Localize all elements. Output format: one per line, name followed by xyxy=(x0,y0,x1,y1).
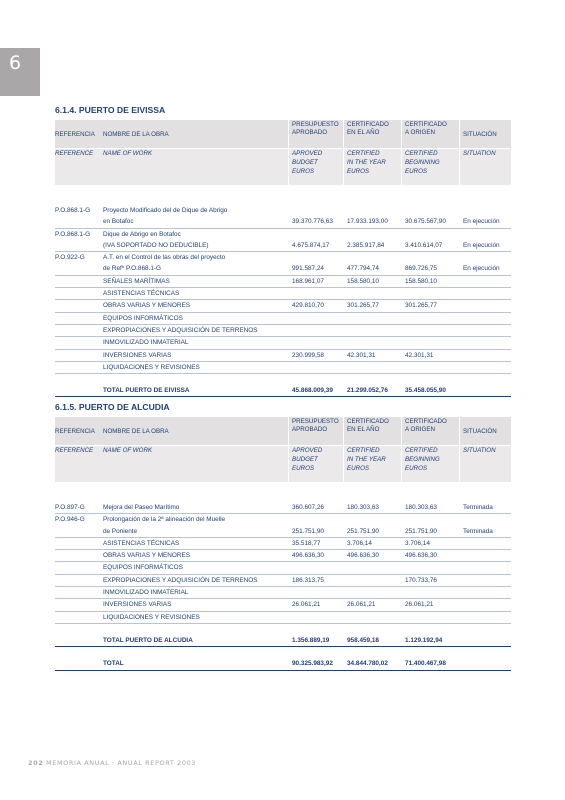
header-situation-en: SITUATION xyxy=(463,150,496,157)
table-row xyxy=(55,325,511,337)
cell-name-of-work: Mejora del Paseo Marítimo xyxy=(103,504,180,511)
header-reference: REFERENCIA xyxy=(55,428,95,435)
header-budget-en-3: EUROS xyxy=(292,168,315,175)
table-header xyxy=(55,417,511,482)
total-row xyxy=(55,385,511,397)
cell-certified-year: 158.580,10 xyxy=(347,277,379,285)
header-orig-es-2: A ORIGEN xyxy=(405,129,435,136)
column-separator xyxy=(401,417,402,445)
table-row xyxy=(55,252,511,263)
header-cert-en-3: EUROS xyxy=(347,465,370,472)
table-row xyxy=(55,599,511,611)
column-separator xyxy=(459,120,460,148)
header-english xyxy=(55,445,511,482)
header-reference: REFERENCIA xyxy=(55,131,95,138)
table-row xyxy=(55,313,511,325)
cell-name-of-work: INVERSIONES VARIAS xyxy=(103,601,172,609)
cell-certified-year: 42.301,31 xyxy=(347,351,376,359)
row-spacer xyxy=(55,624,511,635)
header-orig-en-3: EUROS xyxy=(405,168,428,175)
table-body xyxy=(55,502,511,671)
table-row xyxy=(55,276,511,288)
column-separator xyxy=(288,120,289,148)
cell-certified-origin: 170.733,76 xyxy=(405,576,437,584)
cell-name-of-work: EXPROPIACIONES Y ADQUISICIÓN DE TERRENOS xyxy=(103,576,258,584)
cell-certified-year: 180.303,63 xyxy=(347,504,379,511)
page-number: 202 xyxy=(28,759,44,767)
column-separator xyxy=(343,446,344,482)
section-title: 6.1.5. PUERTO DE ALCUDIA xyxy=(55,402,170,412)
header-cert-en-1: CERTIFIED xyxy=(347,447,380,454)
cell-reference: P.O.946-G xyxy=(55,516,85,524)
column-separator xyxy=(343,120,344,148)
cell-name-of-work: EQUIPOS INFORMÁTICOS xyxy=(103,564,183,572)
cell-certified-origin: 869.726,75 xyxy=(405,265,437,273)
cell-name-of-work: Dique de Abrigo en Botafoc xyxy=(103,230,181,238)
cell-name-of-work: Prolongación de la 2ª alineación del Muelle xyxy=(103,516,226,524)
cell-name-of-work: SEÑALES MARÍTIMAS xyxy=(103,277,170,285)
header-situation-en: SITUATION xyxy=(463,447,496,454)
cell-certified-origin: 3.410.614,07 xyxy=(405,241,443,249)
header-budget-es-1: PRESUPUESTO xyxy=(292,121,339,128)
cell-approved-budget: 168.961,07 xyxy=(292,277,324,285)
cell-name-of-work: INMOVILIZADO INMATERIAL xyxy=(103,339,189,347)
column-separator xyxy=(459,417,460,445)
table-row xyxy=(55,229,511,240)
total-approved-budget: 45.868.009,39 xyxy=(292,387,333,395)
cell-approved-budget: 4.675.874,17 xyxy=(292,241,330,249)
header-name-of-work-en: NAME OF WORK xyxy=(103,150,153,157)
table-row xyxy=(55,362,511,374)
table-row xyxy=(55,337,511,349)
total-certified-year: 21.299.052,76 xyxy=(347,387,388,395)
header-orig-en-1: CERTIFIED xyxy=(405,447,438,454)
header-orig-en-3: EUROS xyxy=(405,465,428,472)
cell-name-of-work: OBRAS VARIAS Y MENORES xyxy=(103,552,191,560)
column-separator xyxy=(288,446,289,482)
table-row xyxy=(55,526,511,538)
header-reference-en: REFERENCE xyxy=(55,447,94,454)
row-spacer xyxy=(55,647,511,658)
footer-text: MEMORIA ANUAL · ANUAL REPORT 2003 xyxy=(46,759,197,767)
cell-certified-origin: 30.675.567,90 xyxy=(405,218,446,226)
cell-certified-year: 301.265,77 xyxy=(347,302,379,310)
cell-certified-origin: 251.751,90 xyxy=(405,527,437,535)
cell-certified-year: 477.794,74 xyxy=(347,265,379,273)
cell-certified-origin: 26.061,21 xyxy=(405,601,434,609)
table-row xyxy=(55,538,511,550)
header-budget-en-2: BUDGET xyxy=(292,456,318,463)
table-row xyxy=(55,350,511,362)
header-name-of-work: NOMBRE DE LA OBRA xyxy=(103,428,169,435)
total-certified-origin: 35.458.055,90 xyxy=(405,387,446,395)
table-header xyxy=(55,120,511,185)
header-orig-en-2: BEGINNING xyxy=(405,456,440,463)
header-cert-en-1: CERTIFIED xyxy=(347,150,380,157)
section-title: 6.1.4. PUERTO DE EIVISSA xyxy=(55,105,166,115)
section-puerto-de-eivissa xyxy=(55,104,511,397)
cell-name-of-work: de Poniente xyxy=(103,527,138,535)
header-budget-en-1: APROVED xyxy=(292,447,323,454)
total-certified-year: 958.459,18 xyxy=(347,636,379,644)
cell-name-of-work: Proyecto Modificado del de Dique de Abrigo xyxy=(103,207,228,214)
header-orig-es-1: CERTIFICADO xyxy=(405,418,447,425)
table-row xyxy=(55,300,511,312)
cell-name-of-work: EQUIPOS INFORMÁTICOS xyxy=(103,314,183,322)
cell-name-of-work: LIQUIDACIONES Y REVISIONES xyxy=(103,363,200,371)
cell-name-of-work: A.T. en el Control de las obras del proyecto xyxy=(103,254,226,262)
header-orig-es-2: A ORIGEN xyxy=(405,426,435,433)
total-certified-origin: 71.400.467,98 xyxy=(405,660,446,668)
cell-situation: Terminada xyxy=(463,504,493,511)
column-separator xyxy=(343,149,344,185)
cell-certified-origin: 301.265,77 xyxy=(405,302,437,310)
table-row xyxy=(55,240,511,252)
cell-approved-budget: 496.636,30 xyxy=(292,552,324,560)
cell-certified-origin: 3.706,14 xyxy=(405,539,430,547)
cell-name-of-work: OBRAS VARIAS Y MENORES xyxy=(103,302,191,310)
total-label: TOTAL PUERTO DE EIVISSA xyxy=(103,387,190,395)
cell-name-of-work: INMOVILIZADO INMATERIAL xyxy=(103,589,189,597)
table-row xyxy=(55,575,511,587)
header-cert-en-3: EUROS xyxy=(347,168,370,175)
table-row xyxy=(55,612,511,624)
chapter-number: 6 xyxy=(9,52,22,74)
cell-approved-budget: 186.313,75 xyxy=(292,576,324,584)
total-certified-origin: 1.129.192,94 xyxy=(405,636,443,644)
column-separator xyxy=(401,446,402,482)
total-label: TOTAL xyxy=(103,660,124,668)
cell-certified-year: 17.933.193,00 xyxy=(347,218,388,226)
column-separator xyxy=(288,417,289,445)
header-orig-es-1: CERTIFICADO xyxy=(405,121,447,128)
table-row xyxy=(55,263,511,275)
table-row xyxy=(55,587,511,599)
cell-situation: En ejecución xyxy=(463,265,500,273)
column-separator xyxy=(401,120,402,148)
cell-name-of-work: (IVA SOPORTADO NO DEDUCIBLE) xyxy=(103,241,209,249)
total-certified-year: 34.844.780,02 xyxy=(347,660,388,668)
cell-name-of-work: EXPROPIACIONES Y ADQUISICIÓN DE TERRENOS xyxy=(103,326,258,334)
cell-certified-origin: 496.636,30 xyxy=(405,552,437,560)
header-cert-es-2: EN EL AÑO xyxy=(347,426,380,433)
cell-approved-budget: 230.999,58 xyxy=(292,351,324,359)
cell-certified-origin: 158.580,10 xyxy=(405,277,437,285)
cell-name-of-work: ASISTENCIAS TÉCNICAS xyxy=(103,290,180,298)
table-row xyxy=(55,288,511,300)
cell-approved-budget: 429.810,70 xyxy=(292,302,324,310)
cell-certified-year: 26.061,21 xyxy=(347,601,376,609)
chapter-tab xyxy=(0,48,40,96)
cell-approved-budget: 39.370.776,63 xyxy=(292,218,333,226)
total-approved-budget: 90.325.983,92 xyxy=(292,660,333,668)
total-row xyxy=(55,658,511,670)
header-reference-en: REFERENCE xyxy=(55,150,94,157)
header-budget-es-1: PRESUPUESTO xyxy=(292,418,339,425)
header-budget-en-2: BUDGET xyxy=(292,159,318,166)
cell-situation: En ejecución xyxy=(463,241,500,249)
header-cert-en-2: IN THE YEAR xyxy=(347,456,386,463)
total-approved-budget: 1.356.889,19 xyxy=(292,636,330,644)
cell-name-of-work: ASISTENCIAS TÉCNICAS xyxy=(103,539,180,547)
header-situation: SITUACIÓN xyxy=(463,428,497,435)
cell-certified-year: 251.751,90 xyxy=(347,527,379,535)
cell-name-of-work: de Refº P.O.868.1-G xyxy=(103,265,161,273)
page-footer xyxy=(28,759,196,767)
row-spacer xyxy=(55,374,511,385)
cell-approved-budget: 991.587,24 xyxy=(292,265,324,273)
column-separator xyxy=(459,149,460,185)
cell-name-of-work: en Botafoc xyxy=(103,218,134,226)
cell-certified-year: 2.385.917,84 xyxy=(347,241,385,249)
header-english xyxy=(55,148,511,185)
table-row xyxy=(55,502,511,514)
cell-approved-budget: 26.061,21 xyxy=(292,601,321,609)
cell-reference: P.O.922-G xyxy=(55,254,85,262)
cell-reference: P.O.868.1-G xyxy=(55,207,91,214)
table-row xyxy=(55,205,511,216)
table-row xyxy=(55,562,511,574)
column-separator xyxy=(288,149,289,185)
table-row xyxy=(55,550,511,562)
cell-name-of-work: LIQUIDACIONES Y REVISIONES xyxy=(103,613,200,621)
cell-approved-budget: 35.518,77 xyxy=(292,539,321,547)
column-separator xyxy=(343,417,344,445)
header-cert-en-2: IN THE YEAR xyxy=(347,159,386,166)
cell-reference: P.O.897-G xyxy=(55,504,85,511)
cell-approved-budget: 251.751,90 xyxy=(292,527,324,535)
cell-certified-origin: 180.303,63 xyxy=(405,504,437,511)
column-separator xyxy=(459,446,460,482)
header-budget-es-2: APROBADO xyxy=(292,129,328,136)
header-name-of-work-en: NAME OF WORK xyxy=(103,447,153,454)
header-budget-en-1: APROVED xyxy=(292,150,323,157)
cell-approved-budget: 360.607,26 xyxy=(292,504,324,511)
header-cert-es-1: CERTIFICADO xyxy=(347,418,389,425)
cell-situation: Terminada xyxy=(463,527,493,535)
cell-name-of-work: INVERSIONES VARIAS xyxy=(103,351,172,359)
cell-reference: P.O.868.1-G xyxy=(55,230,91,238)
cell-certified-origin: 42.301,31 xyxy=(405,351,434,359)
header-budget-es-2: APROBADO xyxy=(292,426,328,433)
header-budget-en-3: EUROS xyxy=(292,465,315,472)
cell-certified-year: 3.706,14 xyxy=(347,539,372,547)
header-spanish xyxy=(55,120,511,148)
total-label: TOTAL PUERTO DE ALCUDIA xyxy=(103,636,193,644)
header-cert-es-2: EN EL AÑO xyxy=(347,129,380,136)
header-orig-en-1: CERTIFIED xyxy=(405,150,438,157)
cell-situation: En ejecución xyxy=(463,218,500,226)
header-situation: SITUACIÓN xyxy=(463,131,497,138)
section-puerto-de-alcudia xyxy=(55,401,511,671)
header-cert-es-1: CERTIFICADO xyxy=(347,121,389,128)
column-separator xyxy=(401,149,402,185)
table-body xyxy=(55,205,511,397)
cell-certified-year: 496.636,30 xyxy=(347,552,379,560)
total-row xyxy=(55,635,511,647)
header-orig-en-2: BEGINNING xyxy=(405,159,440,166)
header-name-of-work: NOMBRE DE LA OBRA xyxy=(103,131,169,138)
table-row xyxy=(55,514,511,525)
table-row xyxy=(55,216,511,228)
header-spanish xyxy=(55,417,511,445)
